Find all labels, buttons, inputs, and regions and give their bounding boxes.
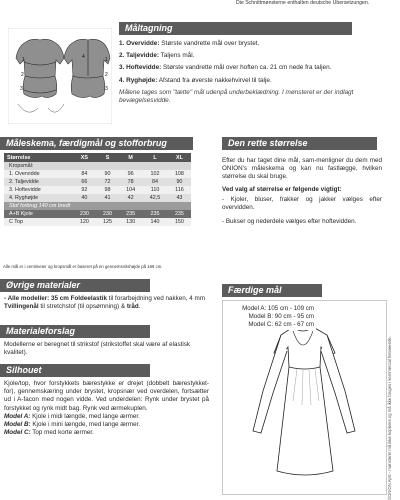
mannequin-num-2: 2 <box>21 72 24 78</box>
mannequin-num-1b: 1 <box>105 57 108 63</box>
right-size-header <box>222 137 377 150</box>
finished-model-b: Model B: 90 cm - 95 cm <box>248 313 314 320</box>
material-suggestion-header <box>0 325 150 338</box>
other-materials-text: - Alle modeller: 35 cm Foldeelastik til forarbejdning ved nakken, 4 mm Tvillingenål til stretchstof (til opsømning) & tråd. <box>4 295 206 311</box>
measurement-item: 1. Overvidde: Største vandrette mål over brystet. <box>119 40 260 47</box>
copyright-text: ©ONION ApS - mønsteret må ikke kopieres og må ikke bruges i kommercial henseende. <box>387 336 392 500</box>
silhouette-body <box>4 380 209 437</box>
finished-model-a: Model A: 105 cm - 109 cm <box>242 305 314 312</box>
table-row: C Top 120 125 130 140 150 <box>4 218 191 226</box>
table-subheader-row <box>4 162 191 170</box>
table-row: 4. Ryghøjde 40 41 42 42,5 43 <box>4 194 191 202</box>
measurement-item: 3. Hoftevidde: Største vandrette mål over hoften ca. 21 cm nede fra taljen. <box>119 64 332 72</box>
mannequin-num-4: 4 <box>82 54 85 60</box>
measurement-list <box>119 40 384 109</box>
measurement-item: 2. Taljevidde: Taljens mål. <box>119 52 195 60</box>
header-xl: XL <box>168 153 191 162</box>
material-suggestion-text: Modellerne er beregnet til strikstof (strikstoffet skal være af elastisk kvalitet). <box>4 341 191 357</box>
mannequin-num-3: 3 <box>20 86 23 92</box>
finished-model-c: Model C: 62 cm - 67 cm <box>248 321 314 328</box>
right-size-body <box>222 157 382 226</box>
right-size-item: - Kjoler, bluser, frakker og jakker vælges efter overvidden. <box>222 195 382 212</box>
silhouette-header <box>0 364 150 377</box>
header-size: Størrelse <box>4 153 73 162</box>
fabric-usage-label-row <box>4 202 191 210</box>
model-item: Model A: Kjole i midi længde, med lange ærmer. <box>4 412 140 420</box>
mannequin-num-1: 1 <box>22 57 25 63</box>
measurement-item: 4. Ryghøjde: Afstand fra øverste nakkehvirvel til talje. <box>119 76 272 84</box>
measuring-title: Måltagning <box>125 23 173 33</box>
table-footnote: Alle mål er i centimeter og kropsmål er baseret på en gennemsnitshøjde på 168 cm. <box>3 264 163 269</box>
top-note: Die Schnittmønsterne enthalten deutsche Übersetzungen. <box>236 0 370 6</box>
right-size-intro: Efter du har taget dine mål, sam-menligner du dem med ONION's måleskema og kan nu fastlægge, hvilken størrelse du skal bruge. <box>222 157 382 181</box>
model-item: Model B: Kjole i mini længde, med lange ærmer. <box>4 421 141 429</box>
right-size-important: Ved valg af størrelse er følgende vigtigt: <box>222 185 342 193</box>
table-row: 2. Taljevidde 66 72 78 84 90 <box>4 178 191 186</box>
size-chart-header <box>0 137 193 150</box>
table-row: A+B Kjole 230 230 235 235 235 <box>4 210 191 218</box>
material-suggestion-title: Materialeforslag <box>6 326 76 336</box>
table-row: 1. Overvidde 84 90 96 102 108 <box>4 170 191 178</box>
right-size-title: Den rette størrelse <box>228 138 308 148</box>
size-chart-title: Måleskema, færdigmål og stofforbrug <box>6 138 167 148</box>
table-header-row <box>4 153 191 162</box>
silhouette-text: Kjole/top, hvor forstykkets bærestykke er drejet (dobbelt bærestykket-for), gennemskæring under brystet, kropsnær ved overdelen, fortsætter ud i A-facon med nogen vidde. Ved underdelen: Rynk under brystet på forstykket og rynk midt bag. Rynk ved ærmekuplen. <box>4 380 209 412</box>
left-sleeve <box>253 335 287 433</box>
finished-measures-title: Færdige mål <box>228 285 282 295</box>
mannequin-num-2b: 2 <box>105 72 108 78</box>
other-materials-header <box>0 279 150 292</box>
measure-note: Målene tages som "tætte" mål udenpå underbeklædning. I mønsteret er der indlagt bevægelsesvidde. <box>119 88 354 105</box>
table-row: 3. Hoftevidde 92 98 104 110 116 <box>4 186 191 194</box>
finished-measures-list <box>234 304 316 330</box>
measuring-header <box>119 22 352 35</box>
copyright-vertical <box>388 260 398 500</box>
header-l: L <box>142 153 168 162</box>
body-measure-label: Kropsmål: <box>4 162 73 170</box>
fabric-usage-label: Stof forbrug 140 cm bredt <box>4 202 191 210</box>
model-item: Model C: Top med korte ærmer. <box>4 429 94 437</box>
silhouette-title: Silhouet <box>6 365 42 375</box>
mannequin-num-3b: 3 <box>105 86 108 92</box>
header-m: M <box>119 153 142 162</box>
header-s: S <box>96 153 119 162</box>
right-size-item: - Bukser og nederdele vælges efter hoftevidden. <box>222 218 357 226</box>
size-table <box>4 153 191 226</box>
header-xs: XS <box>73 153 96 162</box>
finished-measures-header <box>222 284 322 297</box>
mannequin-diagram <box>8 28 112 124</box>
other-materials-title: Øvrige materialer <box>6 280 81 290</box>
